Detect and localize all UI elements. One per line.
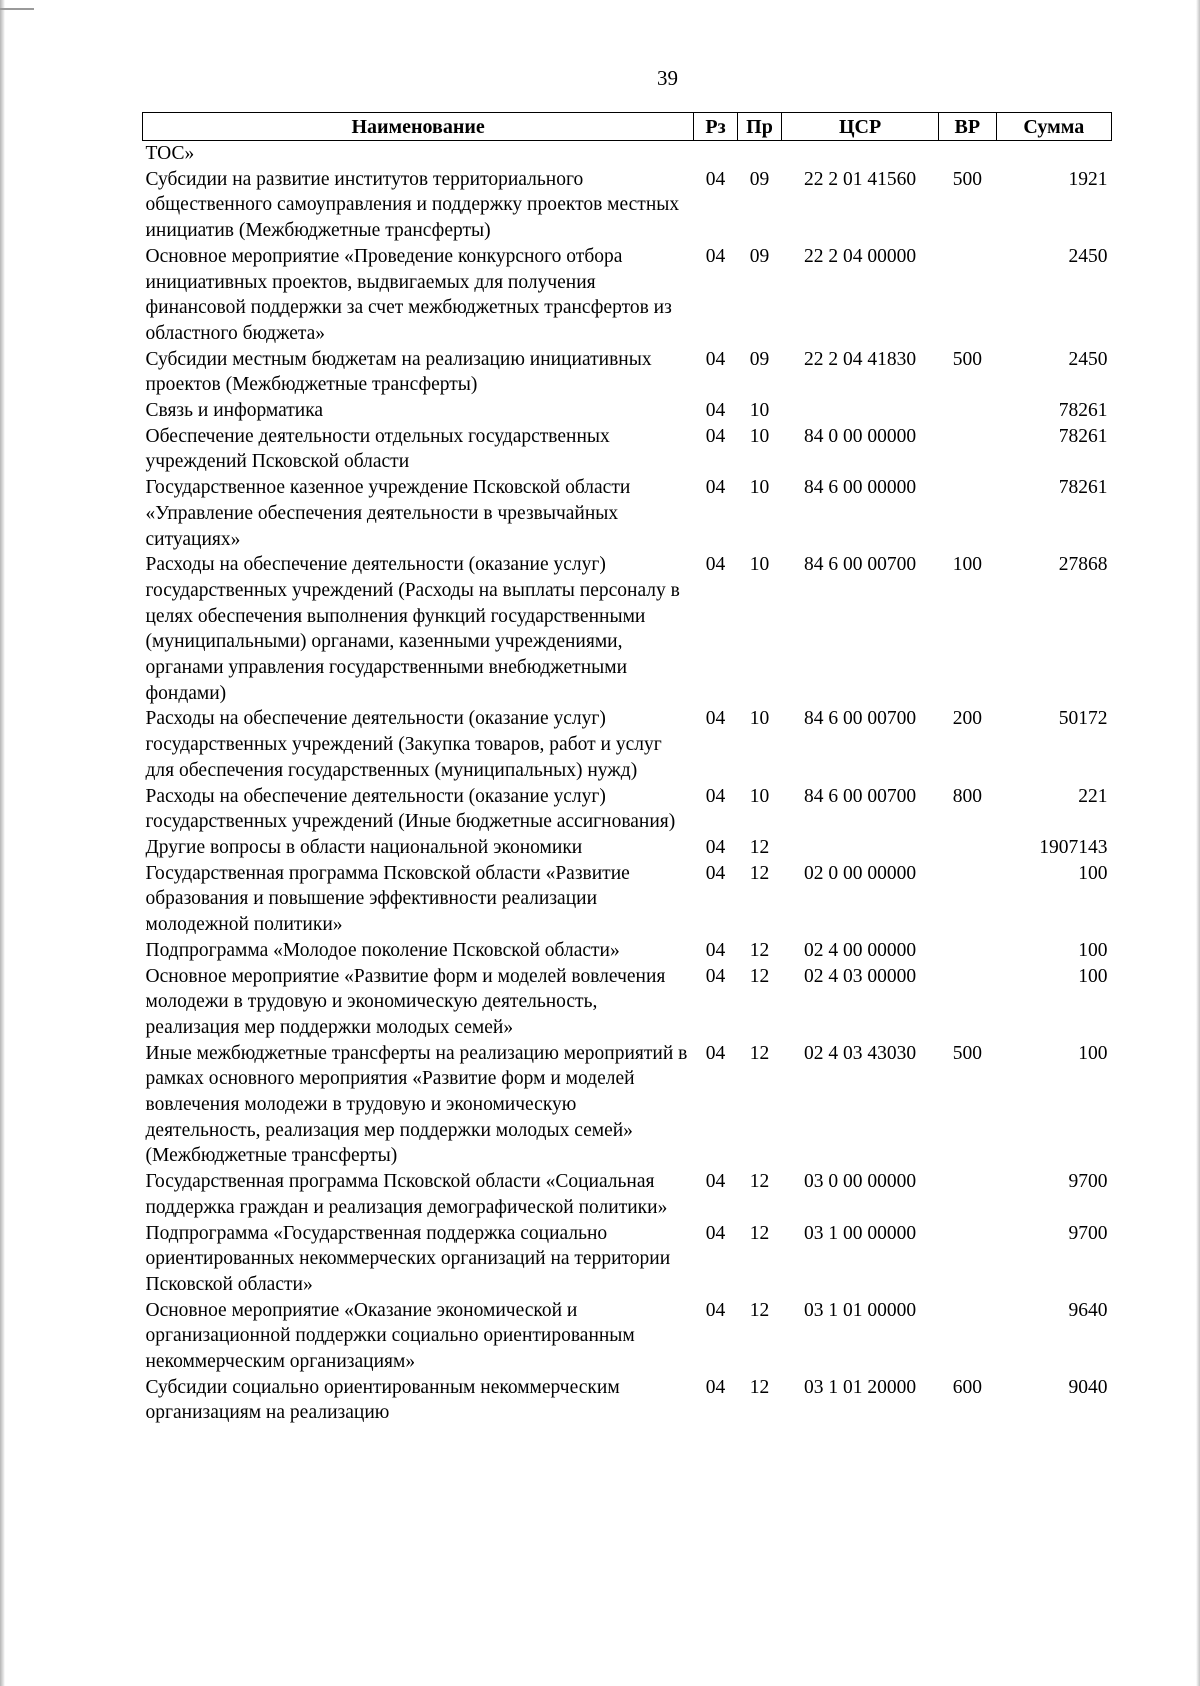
- cell-pr: 10: [749, 554, 770, 576]
- cell-name: Обеспечение деятельности отдельных государственных учреждений Псковской области: [145, 425, 610, 473]
- cell-rz: 04: [705, 348, 726, 370]
- table-row: [143, 475, 1112, 552]
- cell-name: Субсидии социально ориентированным некоммерческим организациям на реализацию: [145, 1376, 620, 1424]
- cell-name: Подпрограмма «Государственная поддержка социально ориентированных некоммерческих организаций на территории Псковской области»: [145, 1222, 671, 1295]
- cell-rz: 04: [705, 1299, 726, 1321]
- cell-rz: 04: [705, 1376, 726, 1398]
- cell-csr: 22 2 04 41830: [804, 348, 917, 370]
- cell-vr: 800: [952, 785, 982, 807]
- cell-pr: 12: [749, 939, 770, 961]
- table-row: [143, 706, 1112, 783]
- cell-pr: 09: [749, 348, 770, 370]
- cell-sum: 9640: [1068, 1299, 1108, 1321]
- table-row: [143, 861, 1112, 938]
- cell-pr: 12: [749, 1222, 770, 1244]
- cell-csr: 22 2 01 41560: [804, 168, 917, 190]
- cell-csr: 03 0 00 00000: [804, 1171, 917, 1193]
- cell-sum: 100: [1078, 1042, 1108, 1064]
- cell-vr: [939, 424, 997, 475]
- cell-sum: 100: [1078, 862, 1108, 884]
- cell-name: Государственная программа Псковской области «Развитие образования и повышение эффективности реализации молодежной политики»: [145, 862, 630, 936]
- cell-name: Связь и информатика: [145, 400, 324, 422]
- cell-sum: 9700: [1068, 1222, 1108, 1244]
- cell-name: Иные межбюджетные трансферты на реализацию мероприятий в рамках основного мероприятия «Развитие форм и моделей вовлечения молодежи в трудовую и экономическую деятельность, реализация мер поддержки молодых семей» (Межбюджетные трансферты): [145, 1042, 688, 1167]
- cell-csr: [782, 835, 939, 861]
- cell-pr: 12: [749, 1299, 770, 1321]
- cell-pr: [737, 141, 782, 167]
- cell-rz: [694, 141, 737, 167]
- cell-name: ТОС»: [145, 143, 195, 164]
- table-row: [143, 167, 1112, 244]
- cell-rz: 04: [705, 245, 726, 267]
- cell-sum: 221: [1078, 785, 1108, 807]
- cell-name: Подпрограмма «Молодое поколение Псковской области»: [145, 939, 620, 961]
- cell-sum: 78261: [1058, 477, 1108, 499]
- cell-sum: [996, 141, 1111, 167]
- cell-name: Основное мероприятие «Оказание экономической и организационной поддержки социально ориентированным некоммерческим организациям»: [145, 1299, 635, 1373]
- table-row: [143, 1041, 1112, 1170]
- cell-name: Государственная программа Псковской области «Социальная поддержка граждан и реализация демографической политики»: [145, 1171, 668, 1218]
- cell-pr: 12: [749, 1042, 770, 1064]
- cell-sum: 78261: [1058, 425, 1108, 447]
- header-rz: Рз: [694, 113, 737, 141]
- cell-pr: 12: [749, 965, 770, 987]
- cell-sum: 27868: [1058, 554, 1108, 576]
- cell-pr: 12: [749, 836, 770, 858]
- cell-csr: 84 6 00 00700: [804, 708, 917, 730]
- cell-vr: [939, 835, 997, 861]
- header-name: Наименование: [143, 113, 694, 141]
- table-row: [143, 1375, 1112, 1426]
- cell-rz: 04: [705, 708, 726, 730]
- table-row: [143, 1298, 1112, 1375]
- cell-rz: 04: [705, 862, 726, 884]
- cell-rz: 04: [705, 168, 726, 190]
- table-row: [143, 141, 1112, 167]
- table-row: [143, 835, 1112, 861]
- cell-pr: 12: [749, 1171, 770, 1193]
- cell-vr: 600: [952, 1376, 982, 1398]
- header-vr: ВР: [939, 113, 997, 141]
- cell-rz: 04: [705, 965, 726, 987]
- table-row: [143, 964, 1112, 1041]
- cell-csr: 03 1 01 20000: [804, 1376, 917, 1398]
- cell-pr: 10: [749, 477, 770, 499]
- cell-rz: 04: [705, 1042, 726, 1064]
- cell-name: Расходы на обеспечение деятельности (оказание услуг) государственных учреждений (Закупка товаров, работ и услуг для обеспечения государственных (муниципальных) нужд): [145, 708, 662, 781]
- cell-rz: 04: [705, 939, 726, 961]
- table-row: [143, 1169, 1112, 1220]
- cell-sum: 50172: [1058, 708, 1108, 730]
- cell-pr: 10: [749, 425, 770, 447]
- cell-csr: [782, 141, 939, 167]
- cell-csr: 02 0 00 00000: [804, 862, 917, 884]
- cell-vr: [939, 964, 997, 1041]
- cell-sum: 100: [1078, 965, 1108, 987]
- table-row: [143, 938, 1112, 964]
- cell-rz: 04: [705, 554, 726, 576]
- table-row: [143, 784, 1112, 835]
- cell-csr: 03 1 00 00000: [804, 1222, 917, 1244]
- header-pr: Пр: [737, 113, 782, 141]
- cell-csr: 84 6 00 00700: [804, 785, 917, 807]
- cell-vr: [939, 244, 997, 347]
- cell-name: Расходы на обеспечение деятельности (оказание услуг) государственных учреждений (Иные бюджетные ассигнования): [145, 785, 676, 833]
- cell-pr: 09: [749, 168, 770, 190]
- cell-vr: [939, 1298, 997, 1375]
- cell-rz: 04: [705, 1222, 726, 1244]
- cell-csr: 84 6 00 00000: [804, 477, 917, 499]
- cell-csr: 84 0 00 00000: [804, 425, 917, 447]
- cell-sum: 78261: [1058, 400, 1108, 422]
- cell-rz: 04: [705, 425, 726, 447]
- cell-vr: 500: [952, 1042, 982, 1064]
- scan-edge-right: [1196, 0, 1200, 1686]
- header-csr: ЦСР: [782, 113, 939, 141]
- cell-vr: [939, 475, 997, 552]
- cell-csr: 84 6 00 00700: [804, 554, 917, 576]
- cell-csr: 02 4 03 43030: [804, 1042, 917, 1064]
- cell-sum: 1921: [1068, 168, 1108, 190]
- cell-sum: 9040: [1068, 1376, 1108, 1398]
- cell-sum: 9700: [1068, 1171, 1108, 1193]
- cell-vr: [939, 398, 997, 424]
- cell-name: Другие вопросы в области национальной экономики: [145, 836, 583, 858]
- cell-rz: 04: [705, 1171, 726, 1193]
- cell-vr: 100: [952, 554, 982, 576]
- cell-csr: 02 4 03 00000: [804, 965, 917, 987]
- cell-rz: 04: [705, 400, 726, 422]
- table-row: [143, 1221, 1112, 1298]
- cell-name: Основное мероприятие «Развитие форм и моделей вовлечения молодежи в трудовую и экономическую деятельность, реализация мер поддержки молодых семей»: [145, 965, 666, 1038]
- cell-name: Субсидии местным бюджетам на реализацию инициативных проектов (Межбюджетные трансферты): [145, 348, 652, 396]
- header-row: [143, 113, 1112, 141]
- cell-sum: 2450: [1068, 245, 1108, 267]
- cell-sum: 2450: [1068, 348, 1108, 370]
- cell-csr: 03 1 01 00000: [804, 1299, 917, 1321]
- cell-name: Государственное казенное учреждение Псковской области «Управление обеспечения деятельности в чрезвычайных ситуациях»: [145, 477, 631, 550]
- cell-vr: [939, 861, 997, 938]
- cell-sum: 100: [1078, 939, 1108, 961]
- table-row: [143, 347, 1112, 398]
- cell-vr: [939, 938, 997, 964]
- scan-corner-mark: [0, 8, 34, 10]
- cell-pr: 10: [749, 785, 770, 807]
- cell-rz: 04: [705, 785, 726, 807]
- cell-vr: [939, 141, 997, 167]
- cell-rz: 04: [705, 836, 726, 858]
- cell-csr: 22 2 04 00000: [804, 245, 917, 267]
- table-body: [143, 141, 1112, 1427]
- header-sum: Сумма: [996, 113, 1111, 141]
- cell-name: Расходы на обеспечение деятельности (оказание услуг) государственных учреждений (Расходы на выплаты персоналу в целях обеспечения выполнения функций государственными (муниципальными) органами, казенными учреждениями, органами управления государственными внебюджетными фондами): [145, 554, 680, 704]
- cell-pr: 10: [749, 400, 770, 422]
- cell-pr: 12: [749, 862, 770, 884]
- table-row: [143, 424, 1112, 475]
- table-header: [143, 113, 1112, 141]
- cell-csr: 02 4 00 00000: [804, 939, 917, 961]
- scan-edge-left: [0, 0, 5, 1686]
- cell-name: Основное мероприятие «Проведение конкурсного отбора инициативных проектов, выдвигаемых для получения финансовой поддержки за счет межбюджетных трансфертов из областного бюджета»: [145, 245, 672, 344]
- cell-vr: 500: [952, 348, 982, 370]
- budget-table: [142, 112, 1112, 1426]
- cell-vr: 500: [952, 168, 982, 190]
- cell-rz: 04: [705, 477, 726, 499]
- cell-vr: 200: [952, 708, 982, 730]
- cell-csr: [782, 398, 939, 424]
- cell-pr: 12: [749, 1376, 770, 1398]
- cell-name: Субсидии на развитие институтов территориального общественного самоуправления и поддержку проектов местных инициатив (Межбюджетные трансферты): [145, 168, 680, 242]
- page-number: 39: [657, 66, 678, 90]
- table-row: [143, 552, 1112, 706]
- cell-sum: 1907143: [1039, 836, 1108, 858]
- table-row: [143, 398, 1112, 424]
- cell-pr: 10: [749, 708, 770, 730]
- cell-vr: [939, 1169, 997, 1220]
- cell-vr: [939, 1221, 997, 1298]
- cell-pr: 09: [749, 245, 770, 267]
- table-row: [143, 244, 1112, 347]
